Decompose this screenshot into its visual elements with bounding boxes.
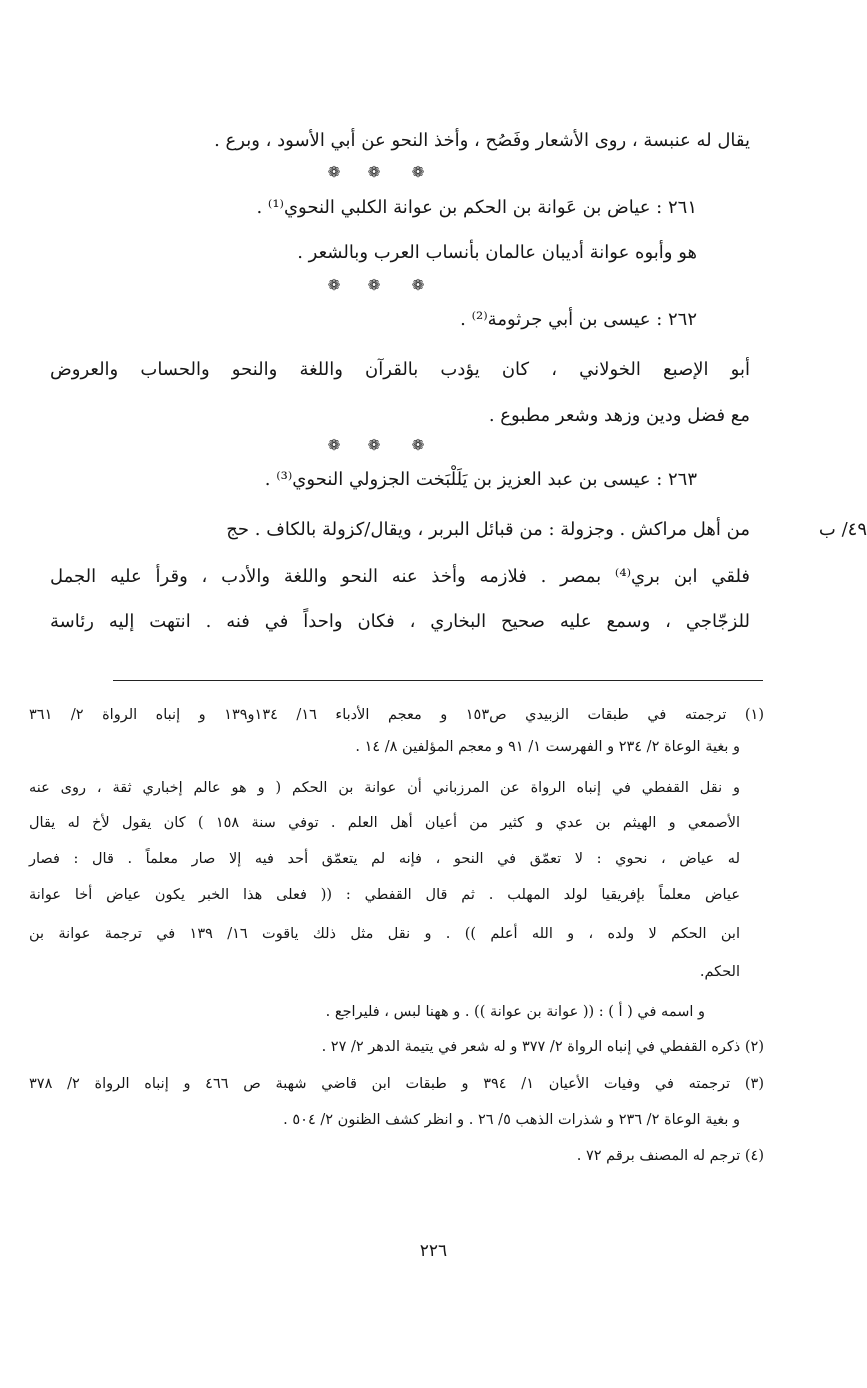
- footnote-line: و بغية الوعاة ٢/ ٢٣٤ و الفهرست ١/ ٩١ و معجم المؤلفين ٨/ ١٤ .: [355, 739, 740, 755]
- ornament: ❁: [367, 276, 381, 294]
- entry-heading-261: ٢٦١ : عياض بن عَوانة بن الحكم بن عوانة الكلبي النحوي⁽¹⁾ .: [256, 197, 697, 218]
- footnote-line: و نقل القفطي في إنباه الرواة عن المرزباني أن عوانة بن الحكم ( و هو عالم إخباري ثقة ، روى عنه: [29, 780, 740, 796]
- ornament: ❁: [367, 163, 381, 181]
- ornament: ❁: [411, 436, 425, 454]
- page-number: ٢٢٦: [419, 1241, 448, 1261]
- footnote-line: عياض معلماً بإفريقيا لولد المهلب . ثم قال القفطي : (( فعلى هذا الخبر يكون عياض أخا عوانة: [29, 887, 740, 903]
- footnote-line: له عياض ، نحوي : لا تعمّق في النحو ، فإنه لم يتعمّق أحد فيه إلا صار معلماً . قال : فصار: [29, 851, 740, 867]
- body-line: يقال له عنبسة ، روى الأشعار وفَصُح ، وأخذ النحو عن أبي الأسود ، وبرع .: [214, 130, 750, 151]
- footnote-rule: [113, 680, 763, 681]
- body-line: هو وأبوه عوانة أديبان عالمان بأنساب العرب وبالشعر .: [297, 242, 697, 263]
- footnote-line: (٢) ذكره القفطي في إنباه الرواة ٢/ ٣٧٧ و له شعر في يتيمة الدهر ٢/ ٢٧ .: [321, 1039, 764, 1055]
- body-line: مع فضل ودين وزهد وشعر مطبوع .: [488, 405, 750, 426]
- body-line: للزجّاجي ، وسمع عليه صحيح البخاري ، فكان واحداً في فنه . انتهت إليه رئاسة: [50, 611, 750, 632]
- footnote-line: و بغية الوعاة ٢/ ٢٣٦ و شذرات الذهب ٥/ ٢٦ . و انظر كشف الظنون ٢/ ٥٠٤ .: [283, 1112, 740, 1128]
- body-line: من أهل مراكش . وجزولة : من قبائل البربر ، ويقال/كزولة بالكاف . حج: [226, 519, 750, 540]
- footnote-line: الحكم.: [699, 964, 740, 980]
- ornament: ❁: [367, 436, 381, 454]
- footnote-line: ابن الحكم لا ولده ، و الله أعلم )) . و نقل مثل ذلك ياقوت ١٦/ ١٣٩ في ترجمة عوانة بن: [29, 926, 740, 942]
- body-line: أبو الإصبع الخولاني ، كان يؤدب بالقرآن واللغة والنحو والحساب والعروض: [50, 359, 750, 380]
- footnote-line: (٣) ترجمته في وفيات الأعيان ١/ ٣٩٤ و طبقات ابن قاضي شهبة ص ٤٦٦ و إنباه الرواة ٢/ ٣٧٨: [29, 1076, 765, 1092]
- entry-heading-263: ٢٦٣ : عيسى بن عبد العزيز بن يَلَلْبَخت الجزولي النحوي⁽³⁾ .: [264, 469, 697, 490]
- footnote-line: و اسمه في ( أ ) : (( عوانة بن عوانة )) . و ههنا لبس ، فليراجع .: [325, 1004, 705, 1020]
- ornament: ❁: [411, 276, 425, 294]
- margin-folio-note: ٤٩/ ب: [818, 519, 867, 540]
- ornament: ❁: [327, 276, 341, 294]
- body-line: فلقي ابن بري⁽⁴⁾ بمصر . فلازمه وأخذ عنه النحو واللغة والأدب ، وقرأ عليه الجمل: [50, 566, 751, 587]
- footnote-line: (١) ترجمته في طبقات الزبيدي ص١٥٣ و معجم الأدباء ١٦/ ١٣٤و١٣٩ و إنباه الرواة ٢/ ٣٦١: [29, 707, 765, 723]
- footnote-line: (٤) ترجم له المصنف برقم ٧٢ .: [576, 1148, 764, 1164]
- entry-heading-262: ٢٦٢ : عيسى بن أبي جرثومة⁽²⁾ .: [460, 309, 697, 330]
- ornament: ❁: [411, 163, 425, 181]
- ornament: ❁: [327, 436, 341, 454]
- footnote-line: الأصمعي و الهيثم بن عدي و كثير من أعيان أهل العلم . توفي سنة ١٥٨ ) كان يقول لأخ له يقال: [29, 815, 740, 831]
- ornament: ❁: [327, 163, 341, 181]
